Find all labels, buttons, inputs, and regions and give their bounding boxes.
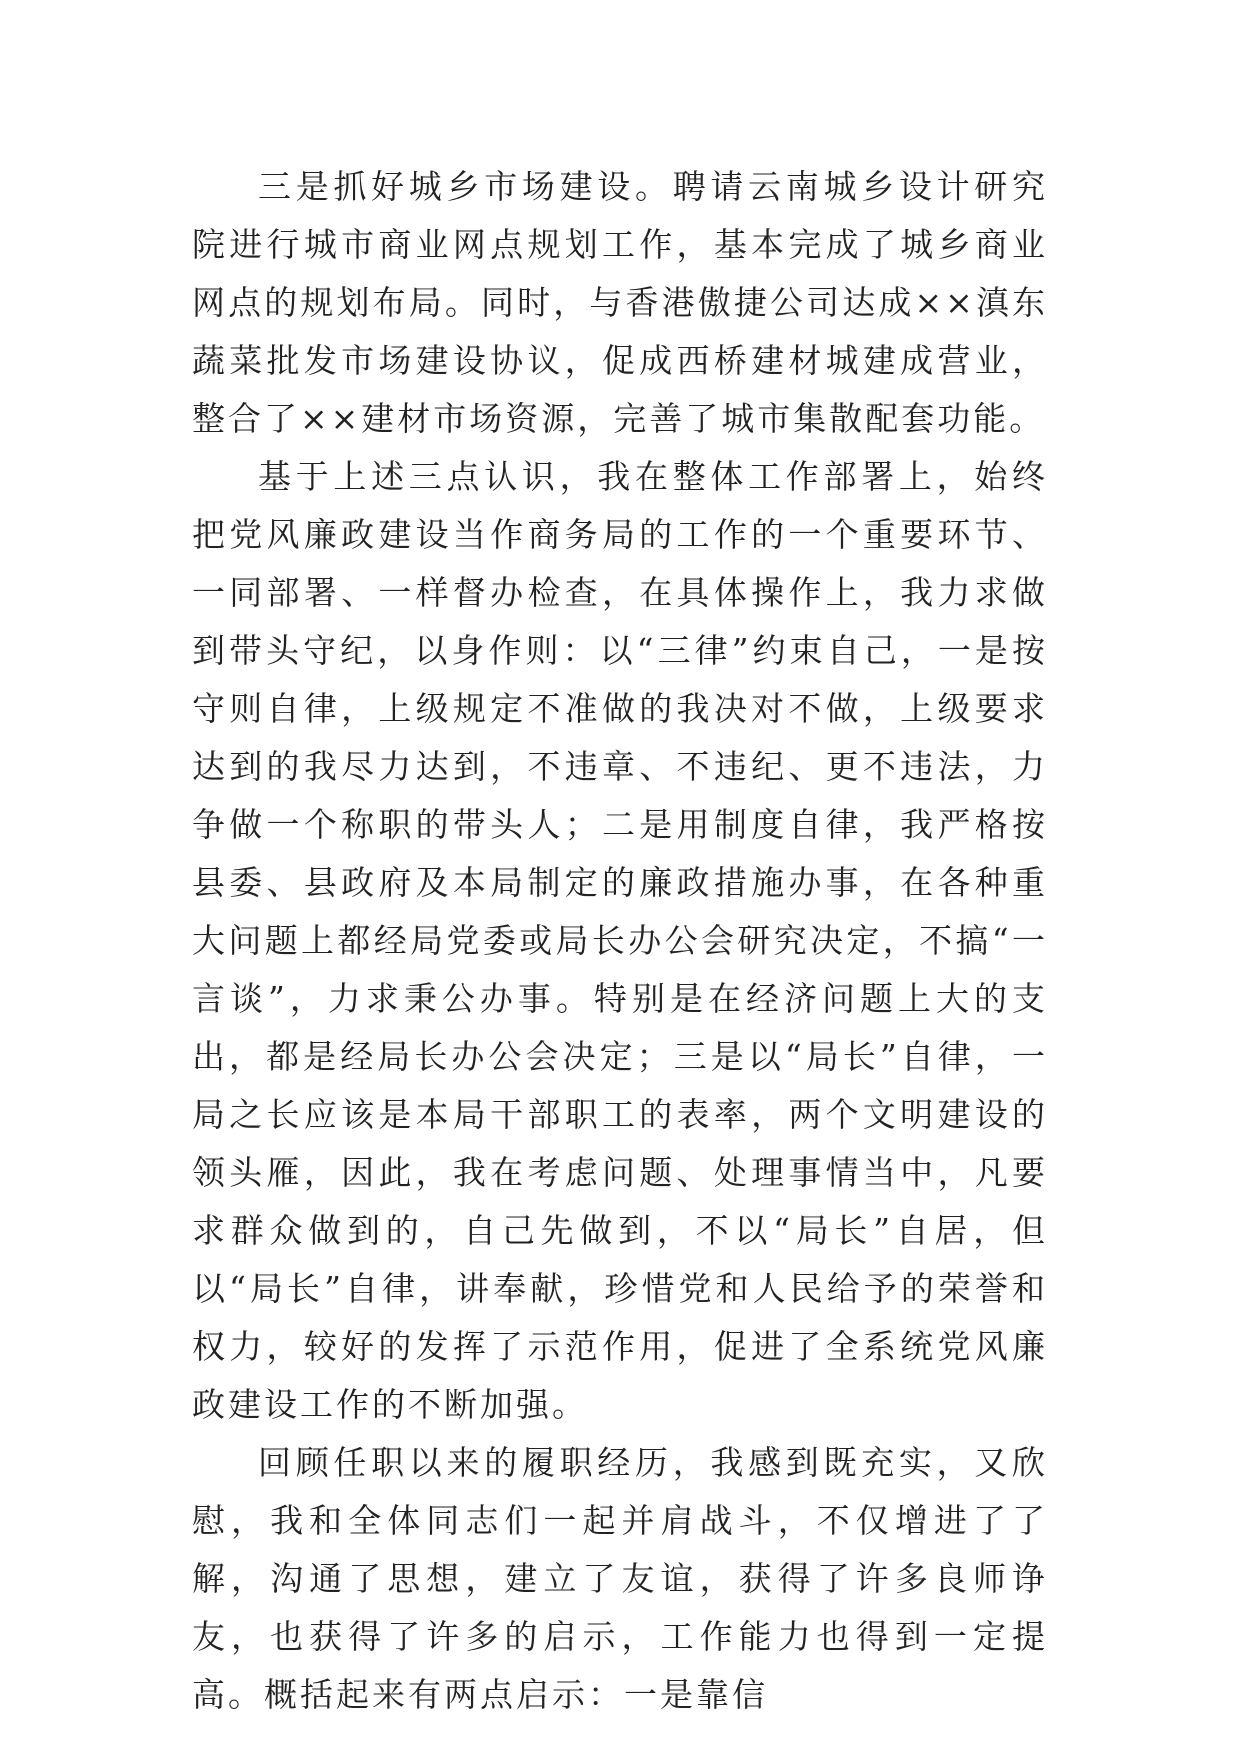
- document-body: [192, 158, 1048, 1724]
- paragraph-anti-corruption: 基于上述三点认识，我在整体工作部署上，始终把党风廉政建设当作商务局的工作的一个重要环节、一同部署、一样督办检查，在具体操作上，我力求做到带头守纪，以身作则：以“三律”约束自己，一是按守则自律，上级规定不准做的我决对不做，上级要求达到的我尽力达到，不违章、不违纪、更不违法，力争做一个称职的带头人；二是用制度自律，我严格按县委、县政府及本局制定的廉政措施办事，在各种重大问题上都经局党委或局长办公会研究决定，不搞“一言谈”，力求秉公办事。特别是在经济问题上大的支出，都是经局长办公会决定；三是以“局长”自律，一局之长应该是本局干部职工的表率，两个文明建设的领头雁，因此，我在考虑问题、处理事情当中，凡要求群众做到的，自己先做到，不以“局长”自居，但以“局长”自律，讲奉献，珍惜党和人民给予的荣誉和权力，较好的发挥了示范作用，促进了全系统党风廉政建设工作的不断加强。: [192, 457, 1048, 1424]
- paragraph-review: 回顾任职以来的履职经历，我感到既充实，又欣慰，我和全体同志们一起并肩战斗，不仅增进了了解，沟通了思想，建立了友谊，获得了许多良师诤友，也获得了许多的启示，工作能力也得到一定提高。概括起来有两点启示：一是靠信: [192, 1443, 1048, 1714]
- paragraph-market-construction: 三是抓好城乡市场建设。聘请云南城乡设计研究院进行城市商业网点规划工作，基本完成了城乡商业网点的规划布局。同时，与香港傲捷公司达成××滇东蔬菜批发市场建设协议，促成西桥建材城建成营业，整合了××建材市场资源，完善了城市集散配套功能。: [192, 167, 1048, 438]
